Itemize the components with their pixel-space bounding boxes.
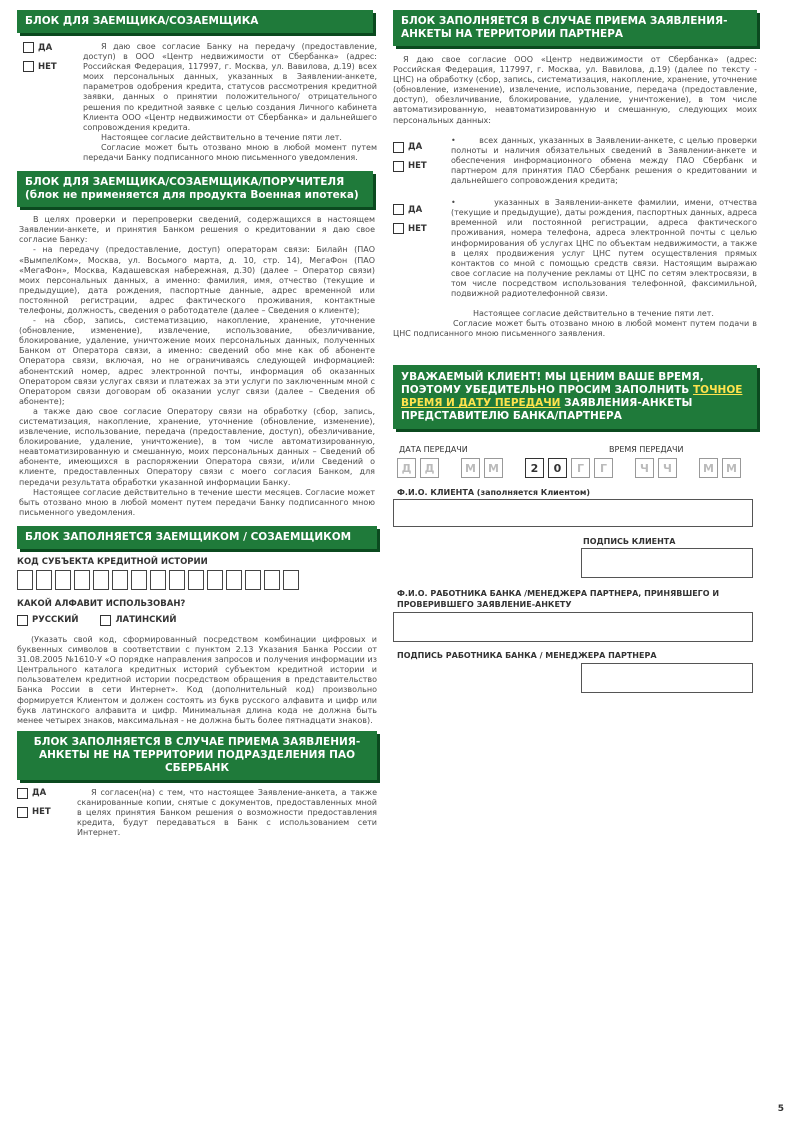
partner2-no-checkbox[interactable] <box>393 223 404 234</box>
block-borrower <box>17 42 377 163</box>
partner2-no-option[interactable]: НЕТ <box>393 223 451 234</box>
credit-code-input[interactable] <box>17 570 377 590</box>
block-offsite-header: БЛОК ЗАПОЛНЯЕТСЯ В СЛУЧАЕ ПРИЕМА ЗАЯВЛЕНИЯ-АНКЕТЫ НЕ НА ТЕРРИТОРИИ ПОДРАЗДЕЛЕНИЯ ПАО СБЕРБАНК <box>17 731 377 780</box>
exact-time-link: ТОЧНОЕ ВРЕМЯ И ДАТУ ПЕРЕДАЧИ <box>401 384 743 410</box>
alphabet-latin-option[interactable]: ЛАТИНСКИЙ <box>100 615 176 626</box>
partner-revocation: Согласие может быть отозвано мною в любой момент путем подачи в ЦНС подписанного мною письменного заявления. <box>393 319 757 339</box>
russian-checkbox[interactable] <box>17 615 28 626</box>
alphabet-label: КАКОЙ АЛФАВИТ ИСПОЛЬЗОВАН? <box>17 598 186 609</box>
credit-code-cell[interactable] <box>169 570 185 590</box>
offsite-no-option[interactable]: НЕТ <box>17 807 77 818</box>
worker-signature-label: ПОДПИСЬ РАБОТНИКА БАНКА / МЕНЕДЖЕРА ПАРТНЕРА <box>397 651 657 661</box>
partner1-no-checkbox[interactable] <box>393 161 404 172</box>
guarantor-transfer: - на передачу (предоставление, доступ) операторам связи: Билайн (ПАО «ВымпелКом», Москва, ул. Восьмого марта, д. 10, стр. 14), МегаФон (ПАО «МегаФон», Москва, Кадашевская набережная, д.30) (далее – Оператор связи) моих персональных данных, а именно: фамилия, имя, отчество (текущие и предыдущие), дата рождения, паспортные данные, адрес временной или постоянной регистрации, адрес фактического проживания, контактные телефоны, должность, сведения о работодателе (далее – Сведения о клиенте); <box>19 245 375 315</box>
day-cell[interactable]: Д <box>397 458 416 478</box>
partner-validity: Настоящее согласие действительно в течение пяти лет. <box>473 309 714 319</box>
partner-option-1 <box>393 136 757 186</box>
bullet-icon: • <box>451 135 480 145</box>
credit-code-cell[interactable] <box>207 570 223 590</box>
credit-code-cell[interactable] <box>150 570 166 590</box>
worker-name-field[interactable] <box>393 612 753 642</box>
client-name-field[interactable] <box>393 499 753 527</box>
block-code-header: БЛОК ЗАПОЛНЯЕТСЯ ЗАЕМЩИКОМ / СОЗАЕМЩИКОМ <box>17 526 377 549</box>
page-number: 5 <box>777 1104 784 1114</box>
block-partner-header: БЛОК ЗАПОЛНЯЕТСЯ В СЛУЧАЕ ПРИЕМА ЗАЯВЛЕНИЯ-АНКЕТЫ НА ТЕРРИТОРИИ ПАРТНЕРА <box>393 10 757 46</box>
offsite-yes-option[interactable]: ДА <box>17 788 77 799</box>
credit-code-note: (Указать свой код, сформированный посредством комбинации цифровых и буквенных символов в соответствии с пунктом 2.13 Указания Банка России от 31.08.2005 №1610-У «О порядке направления запросов и получения информации из Центрального каталога кредитных историй субъектом кредитной истории и пользователем кредитной истории посредством обращения в представительство Банка России в сети Интернет». Код (дополнительный код) произвольно формируется Клиентом и должен состоять из букв русского алфавита и цифр или букв латинского алфавита и цифр. Минимальная длина кода не должна быть менее четырех знаков, максимальная - не должна быть более пятнадцати знаков). <box>17 634 377 725</box>
client-signature-label: ПОДПИСЬ КЛИЕНТА <box>583 537 676 547</box>
alphabet-russian-option[interactable]: РУССКИЙ <box>17 615 78 626</box>
block-guarantor <box>17 215 377 518</box>
guarantor-validity: Настоящее согласие действительно в течение шести месяцев. Согласие может быть отозвано мною в любой момент путем передачи Банку подписанного мною письменного уведомления. <box>19 487 375 517</box>
consent-revocation: Согласие может быть отозвано мною в любой момент путем передачи Банку подписанного мною письменного уведомления. <box>83 142 377 163</box>
credit-code-cell[interactable] <box>55 570 71 590</box>
minute-cell[interactable]: М <box>722 458 741 478</box>
credit-code-cell[interactable] <box>17 570 33 590</box>
block-guarantor-header: БЛОК ДЛЯ ЗАЕМЩИКА/СОЗАЕМЩИКА/ПОРУЧИТЕЛЯ (блок не применяется для продукта Военная ипотека) <box>17 171 373 207</box>
partner1-no-option[interactable]: НЕТ <box>393 161 451 172</box>
consent-no-option[interactable]: НЕТ <box>23 61 83 72</box>
month-cell[interactable]: М <box>461 458 480 478</box>
guarantor-intro: В целях проверки и перепроверки сведений, содержащихся в настоящем Заявлении-анкете, и принятия Банком решения о кредитовании я даю свое согласие Банку: <box>19 215 375 245</box>
latin-checkbox[interactable] <box>100 615 111 626</box>
credit-code-cell[interactable] <box>264 570 280 590</box>
worker-signature-field[interactable] <box>581 663 753 693</box>
guarantor-collection: - на сбор, запись, систематизацию, накопление, хранение, уточнение (обновление, изменение), извлечение, использование, обезличивание, блокирование, удаление, уничтожение моих персональных данных, полученных Банком от Оператора связи, а именно: сведений обо мне как об абоненте Оператора связи, включая, но не ограничиваясь следующей информацией: абонентский номер, адрес электронной почты, информация об оказанных Оператором связи услугах связи и платежах за эти услуги по заключенным мной с Оператором связи договорам об оказании услуг связи (далее – Сведения об абоненте); <box>19 316 375 406</box>
bullet-icon: • <box>451 198 495 208</box>
year-cell: 2 <box>525 458 544 478</box>
credit-code-cell[interactable] <box>188 570 204 590</box>
credit-code-cell[interactable] <box>245 570 261 590</box>
partner1-yes-checkbox[interactable] <box>393 142 404 153</box>
credit-code-cell[interactable] <box>283 570 299 590</box>
partner2-yes-checkbox[interactable] <box>393 204 404 215</box>
partner-option-2 <box>393 198 757 299</box>
block-offsite <box>17 788 377 838</box>
offsite-text: Я согласен(на) с тем, что настоящее Заявление-анкета, а также сканированные копии, снятые с документов, предоставленных мной в целях принятия Банком решения о возможности предоставления кредита, будут передаваться в Банк с использованием сети Интернет. <box>77 787 377 838</box>
consent-text: Я даю свое согласие Банку на передачу (предоставление, доступ) в ООО «Центр недвижимости от Сбербанка» (адрес: Российская Федерация, 117997, г. Москва, ул. Вавилова, д.19) всех моих персональных данных, указанных в Заявлении-анкете, параметров одобрения кредита, статусов рассмотрения кредитной заявки, данных о принятии положительного/ отрицательного решения по кредитной заявке с целью создания Личного кабинета Клиента ООО «Центр недвижимости от Сбербанка» и дальнейшего сопровождения кредита. <box>83 42 377 132</box>
block-code <box>17 557 377 726</box>
offsite-yes-checkbox[interactable] <box>17 788 28 799</box>
hour-cell[interactable]: Ч <box>658 458 677 478</box>
date-label: ДАТА ПЕРЕДАЧИ <box>399 445 468 455</box>
date-time-input[interactable] <box>393 458 757 478</box>
credit-code-cell[interactable] <box>36 570 52 590</box>
partner1-yes-option[interactable]: ДА <box>393 142 451 153</box>
year-cell[interactable]: Г <box>594 458 613 478</box>
partner-bullet-1: всех данных, указанных в Заявлении-анкете, с целью проверки полноты и наличия обязательных сведений в Заявлении-анкете и обеспечения информационного обмена между ПАО Сбербанк и партнером для принятия ПАО Сбербанк решения о кредитовании и дальнейшего сопровождения кредита; <box>451 135 757 186</box>
year-cell[interactable]: Г <box>571 458 590 478</box>
hour-cell[interactable]: Ч <box>635 458 654 478</box>
consent-no-checkbox[interactable] <box>23 61 34 72</box>
credit-code-cell[interactable] <box>93 570 109 590</box>
credit-code-label: КОД СУБЪЕКТА КРЕДИТНОЙ ИСТОРИИ <box>17 556 208 567</box>
left-column <box>17 10 377 838</box>
client-name-label: Ф.И.О. КЛИЕНТА (заполняется Клиентом) <box>397 488 591 498</box>
credit-code-cell[interactable] <box>112 570 128 590</box>
worker-name-label: Ф.И.О. РАБОТНИКА БАНКА /МЕНЕДЖЕРА ПАРТНЕРА, ПРИНЯВШЕГО И ПРОВЕРИВШЕГО ЗАЯВЛЕНИЕ-АНКЕТУ <box>397 589 720 610</box>
credit-code-cell[interactable] <box>226 570 242 590</box>
right-column <box>393 10 757 693</box>
partner-intro: Я даю свое согласие ООО «Центр недвижимости от Сбербанка» (адрес: Российская Федерация, 117997, г. Москва, ул. Вавилова, д.19) (далее по тексту - ЦНС) на обработку (сбор, запись, систематизация, накопление, хранение, уточнение (обновление, изменение), извлечение, использование, передача (предоставление, доступ), обезличивание, блокирование, удаление, уничтожение), в том числе автоматизированную, неавтоматизированную и смешанную, следующих моих персональных данных: <box>393 55 757 125</box>
credit-code-cell[interactable] <box>131 570 147 590</box>
block-borrower-header: БЛОК ДЛЯ ЗАЕМЩИКА/СОЗАЕМЩИКА <box>17 10 373 33</box>
offsite-no-checkbox[interactable] <box>17 807 28 818</box>
day-cell[interactable]: Д <box>420 458 439 478</box>
time-label: ВРЕМЯ ПЕРЕДАЧИ <box>609 445 684 455</box>
consent-yes-option[interactable]: ДА <box>23 42 83 53</box>
credit-code-cell[interactable] <box>74 570 90 590</box>
guarantor-operator: а также даю свое согласие Оператору связи на обработку (сбор, запись, систематизация, накопление, хранение, уточнение (обновление, изменение), извлечение, использование, передача (предоставление, доступ), обезличивание, блокирование, удаление, уничтожение), в том числе автоматизированную, неавтоматизированную и смешанную, моих персональных данных – Сведений об абоненте, имеющихся в распоряжении Оператора связи, и/или Сведений о клиенте, предоставленных Оператору связи с моего согласия Банком, для передачи результата обработки указанной информации Банку. <box>19 406 375 487</box>
minute-cell[interactable]: М <box>699 458 718 478</box>
partner2-yes-option[interactable]: ДА <box>393 204 451 215</box>
year-cell: 0 <box>548 458 567 478</box>
partner-bullet-2: указанных в Заявлении-анкете фамилии, имени, отчества (текущие и предыдущие), даты рождения, паспортных данных, адреса временной или постоянной регистрации, адреса фактического проживания, номера телефона, адреса электронной почты с целью информирования об услугах ЦНС по объектам недвижимости, а также в целях продвижения услуг ЦНС путем осуществления прямых контактов со мной с помощью средств связи. Настоящим выражаю свое согласие на получение рекламы от ЦНС по сетям электросвязи, в том числе посредством использования телефонной, факсимильной, подвижной радиотелефонной связи. <box>451 198 757 298</box>
month-cell[interactable]: М <box>484 458 503 478</box>
consent-yes-checkbox[interactable] <box>23 42 34 53</box>
consent-validity: Настоящее согласие действительно в течение пяти лет. <box>101 132 342 142</box>
client-signature-field[interactable] <box>581 548 753 578</box>
timing-header: УВАЖАЕМЫЙ КЛИЕНТ! МЫ ЦЕНИМ ВАШЕ ВРЕМЯ, ПОЭТОМУ УБЕДИТЕЛЬНО ПРОСИМ ЗАПОЛНИТЬ ТОЧНОЕ ВРЕМЯ И ДАТУ ПЕРЕДАЧИ ЗАЯВЛЕНИЯ-АНКЕТЫ ПРЕДСТАВИТЕЛЮ БАНКА/ПАРТНЕРА <box>393 365 757 429</box>
